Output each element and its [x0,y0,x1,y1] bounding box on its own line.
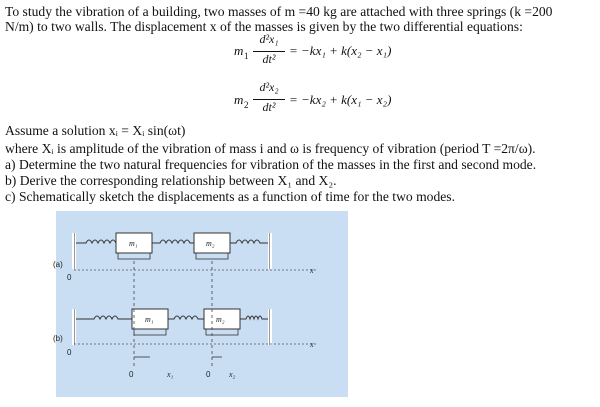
question-b: b) Derive the corresponding relationship between X₁ and X₂. [5,173,337,188]
zero-a: 0 [67,273,72,282]
mass-2-a-label: m₂ [206,239,215,248]
solution-assume: Assume a solution xᵢ = Xᵢ sin(ωt) [5,123,186,138]
x-axis-b-label: x [310,340,314,349]
eq2-denominator: dt² [262,100,276,114]
eq1-sub: 1 [244,51,249,61]
mass-1-b-label: m₁ [145,315,154,324]
eq2-coef: m [234,92,244,107]
zero-b: 0 [67,348,72,357]
eq2-sub: 2 [244,100,249,110]
intro-line-1: To study the vibration of a building, two masses of m =40 kg are attached with three springs (k =200 [5,4,553,19]
mass-2-b-label: m₂ [216,315,225,324]
spring-a-3 [230,240,268,243]
right-wall-a [268,233,272,269]
system-a [53,233,316,282]
eq1-denominator: dt² [262,52,276,66]
spring-b-1 [76,316,132,319]
bottom-x1: x₁ [167,370,174,379]
spring-b-3 [240,316,268,319]
mass-2-a-base [196,253,228,259]
eq1-coef: m [234,43,244,58]
bottom-x2: x₂ [229,370,236,379]
question-c: c) Schematically sketch the displacements as a function of time for the two modes. [5,189,455,204]
intro-line-2: N/m) to two walls. The displacement x of the masses is given by the two differential equations: [5,19,523,34]
question-a: a) Determine the two natural frequencies for vibration of the masses in the first and second mode. [5,157,537,172]
right-wall-b [268,309,272,345]
left-wall-b [72,309,76,345]
eq2-numerator: d²x₂ [259,80,279,94]
spring-a-2 [152,240,194,243]
mass-1-a-label: m₁ [129,239,138,248]
bottom-zero-1: 0 [129,370,134,379]
eq1-rhs: = −kx₁ + k(x₂ − x₁) [289,43,392,58]
mass-1-a-base [118,253,150,259]
eq1-numerator: d²x₁ [259,32,279,46]
mass-1-b-base [134,329,166,335]
solution-where: where Xᵢ is amplitude of the vibration of mass i and ω is frequency of vibration (period T =2π/ω). [5,141,536,156]
system-b [53,309,316,357]
left-wall-a [72,233,76,269]
spring-a-1 [76,240,116,243]
mass-2-b-base [206,329,238,335]
bottom-zero-2: 0 [206,370,211,379]
label-b: (b) [53,334,63,343]
eq2-rhs: = −kx₂ + k(x₁ − x₂) [289,92,392,107]
label-a: (a) [53,260,63,269]
figure-svg [53,211,348,397]
x-axis-a-label: x [310,266,314,275]
two-mass-spring-figure [53,211,348,397]
spring-b-2 [168,316,204,319]
